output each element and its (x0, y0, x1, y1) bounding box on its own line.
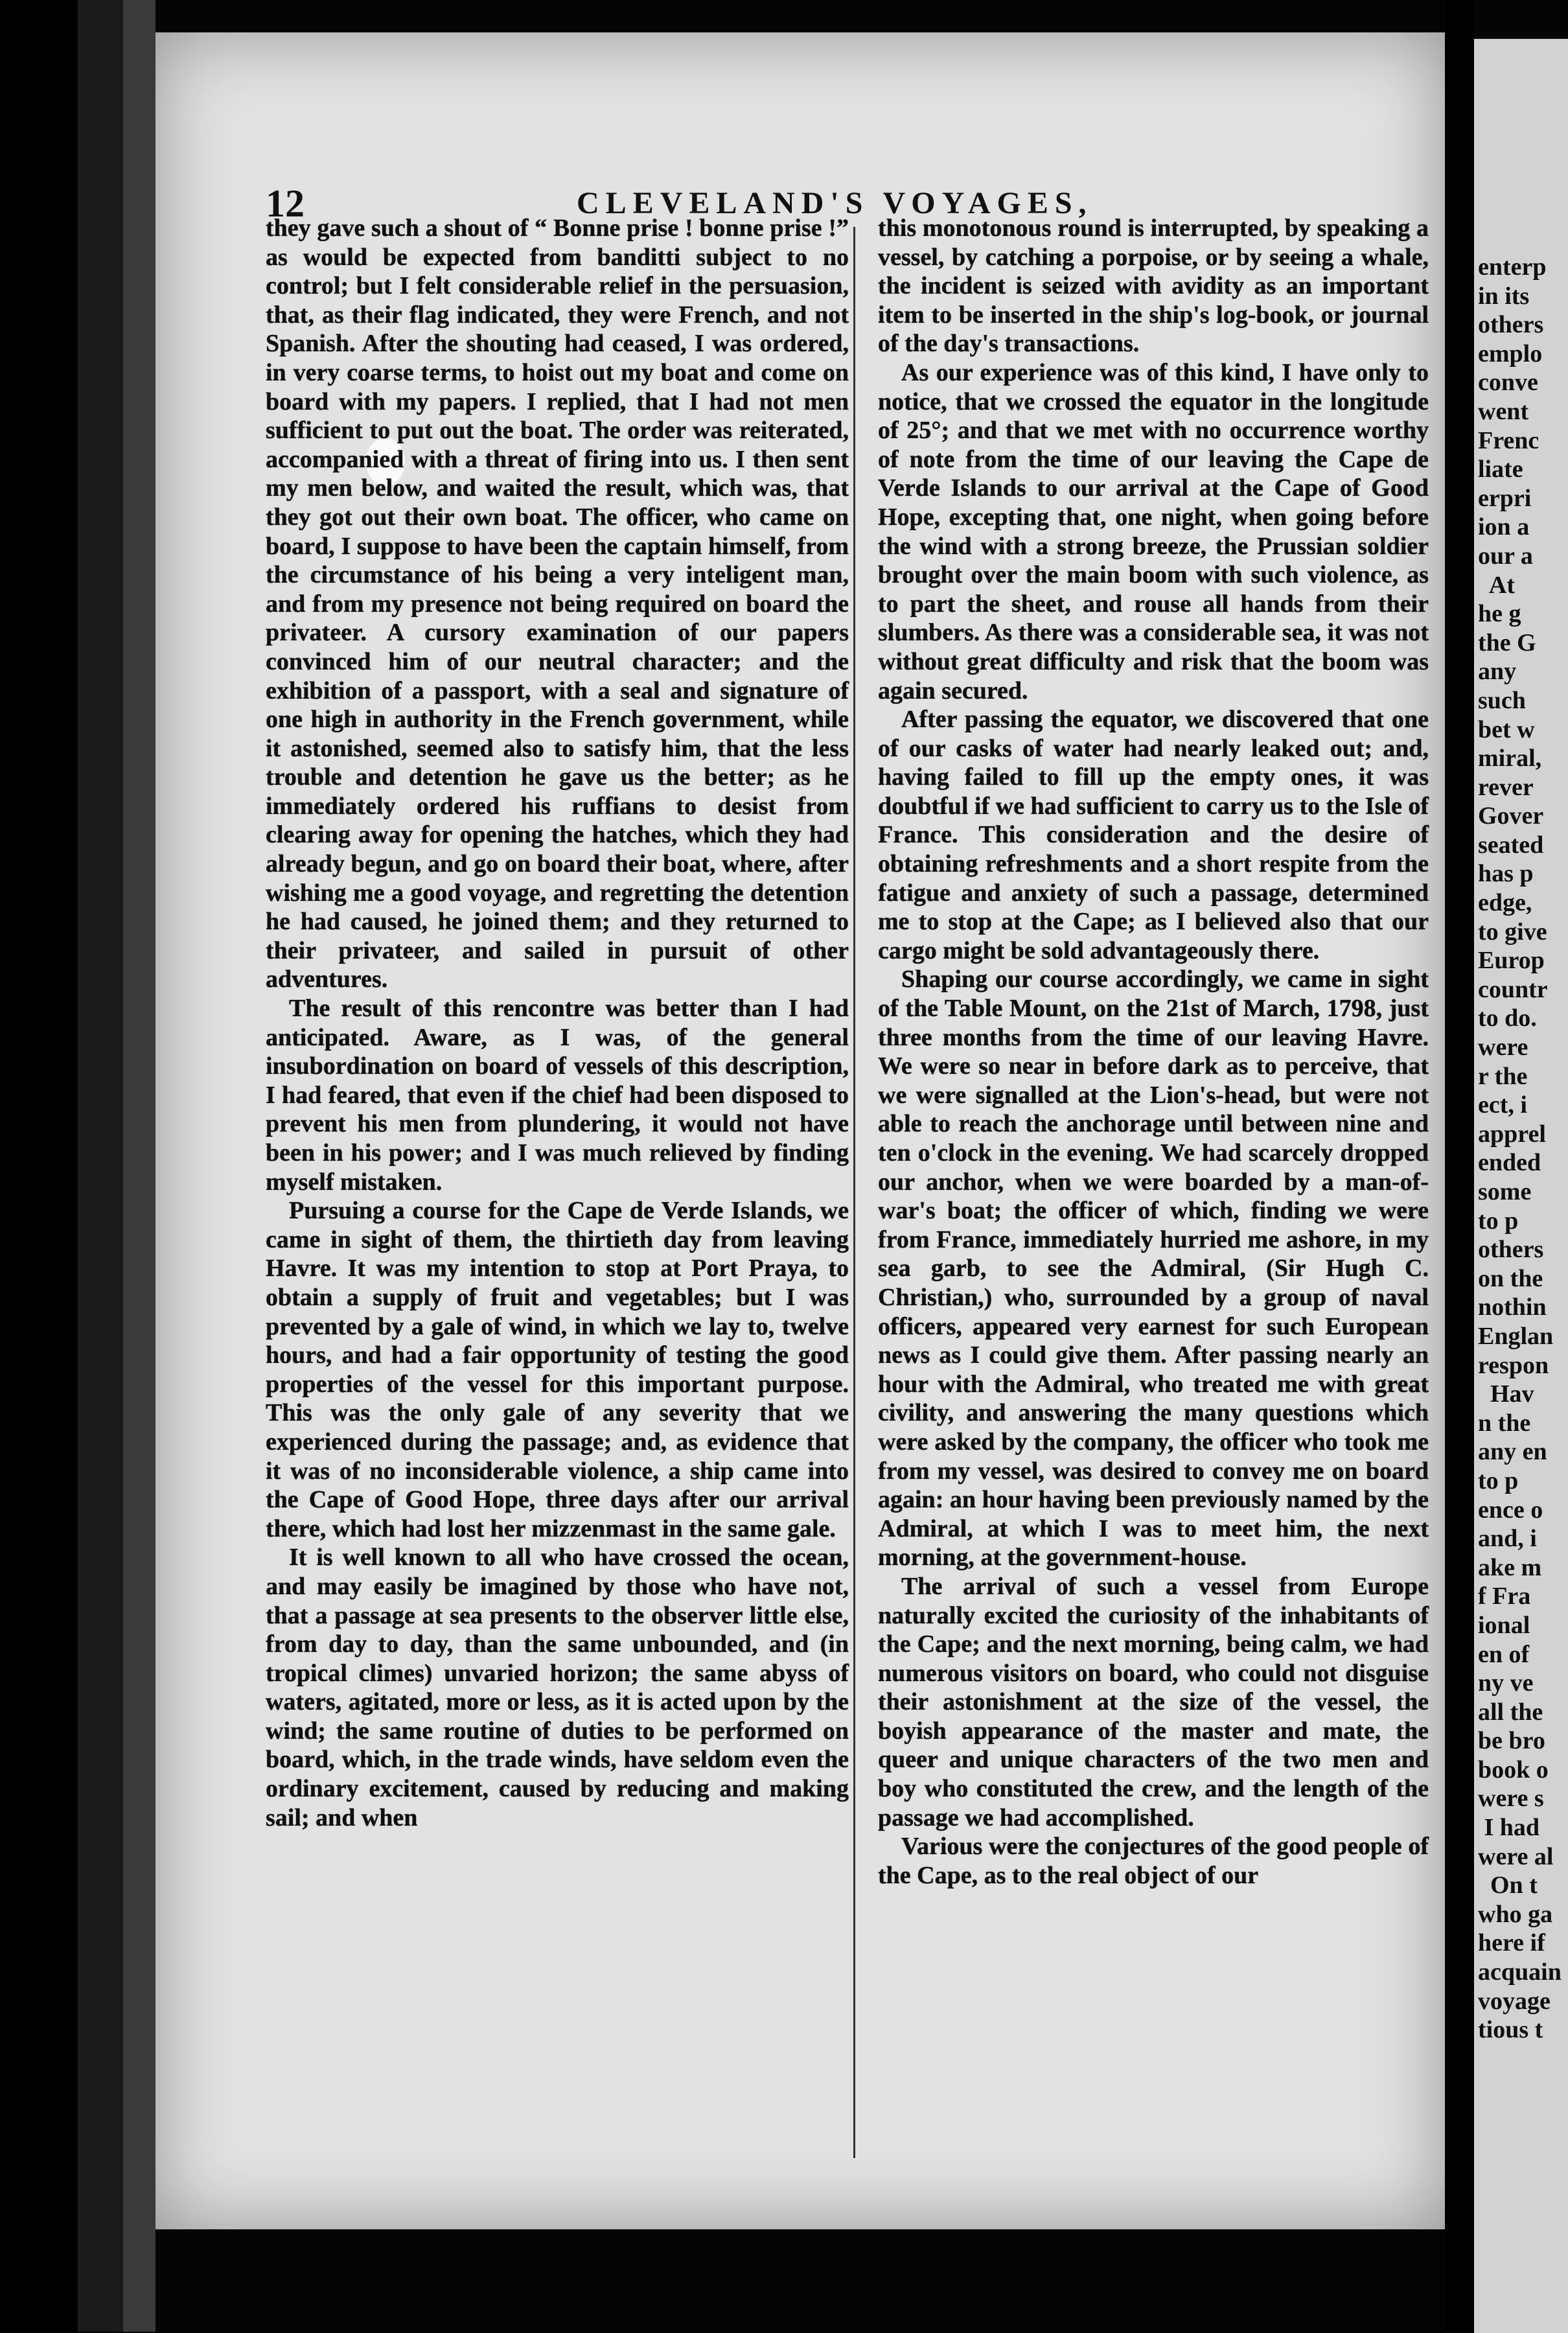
facing-page-edge (1474, 39, 1568, 2333)
paragraph: Shaping our course accordingly, we came in sight of the Table Mount, on the 21st of March, 1798, just three months from the time of our leaving Havre. We were so near in before dark as to perceive, that we were signalled at the Lion's-head, but were not able to reach the anchorage until between nine and ten o'clock in the evening. We had scarcely dropped our anchor, when we were boarded by a man-of-war's boat; the officer of which, finding we were from France, immediately hurried me ashore, in my sea garb, to see the Admiral, (Sir Hugh C. Christian,) who, surrounded by a group of naval officers, appeared very earnest for such European news as I could give them. After passing nearly an hour with the Admiral, who treated me with great civility, and answering the many questions which were asked by the company, the officer who took me from my vessel, was desired to convey me on board again: an hour having been previously named by the Admiral, at which I was to meet him, the next morning, at the government-house. (878, 966, 1429, 1572)
book-gutter (1445, 0, 1474, 2332)
paragraph: It is well known to all who have crossed the ocean, and may easily be imagined by those who have not, that a passage at sea presents to the observer little else, from day to day, than the same unbounded, and (in tropical climes) unvaried horizon; the same abyss of waters, agitated, more or less, as it is acted upon by the wind; the same routine of duties to be performed on board, which, in the trade winds, have seldom even the ordinary excitement, caused by reducing and making sail; and when (266, 1544, 849, 1831)
paragraph: The arrival of such a vessel from Europe naturally excited the curiosity of the inhabitants of the Cape; and the next morning, being calm, we had numerous visitors on board, who could not disguise their astonishment at the size of the vessel, the boyish appearance of the master and mate, the queer and unique characters of the two men and boy who constituted the crew, and the length of the passage we had accomplished. (878, 1572, 1429, 1831)
left-column (266, 214, 849, 1832)
paragraph: After passing the equator, we discovered that one of our casks of water had nearly leaked out; and, having failed to fill up the empty ones, it was doubtful if we had sufficient to carry us to the Isle of France. This consideration and the desire of obtaining refreshments and a short respite from the fatigue and anxiety of such a passage, determined me to stop at the Cape; as I believed also that our cargo might be sold advantageously there. (878, 706, 1429, 964)
paragraph: As our experience was of this kind, I have only to notice, that we crossed the equator in the longitude of 25°; and that we met with no occurrence worthy of note from the time of our leaving the Cape de Verde Islands to our arrival at the Cape of Good Hope, excepting that, one night, when going before the wind with a strong breeze, the Prussian soldier brought over the main boom with such violence, as to part the sheet, and rouse all hands from their slumbers. As there was a considerable sea, it was not without great difficulty and risk that the boom was again secured. (878, 358, 1429, 704)
paragraph: they gave such a shout of “ Bonne prise ! bonne prise !” as would be expected from banditti subject to no control; but I felt considerable relief in the persuasion, that, as their flag indicated, they were French, and not Spanish. After the shouting had ceased, I was ordered, in very coarse terms, to hoist out my boat and come on board with my papers. I replied, that I had not men sufficient to put out the boat. The order was reiterated, accompanied with a threat of firing into us. I then sent my men below, and waited the result, which was, that they got out their own boat. The officer, who came on board, I suppose to have been the captain himself, from the circumstance of his being a very inteligent man, and from my presence not being required on board the privateer. A cursory examination of our papers convinced him of our neutral character; and the exhibition of a passport, with a seal and signature of one high in authority in the French government, while it astonished, seemed also to satisfy him, that the less trouble and detention he gave us the better; as he immediately ordered his ruffians to desist from clearing away for opening the hatches, which they had already begun, and go on board their boat, where, after wishing me a good voyage, and regretting the detention he had caused, he joined them; and they returned to their privateer, and sailed in pursuit of other adventures. (266, 215, 849, 993)
scan-border (0, 0, 78, 2332)
scan-border (78, 0, 123, 2332)
page-number: 12 (266, 182, 305, 225)
page-header (266, 162, 1367, 225)
paragraph: The result of this rencontre was better than I had anticipated. Aware, as I was, of the general insubordination on board of vessels of this description, I had feared, that even if the chief had been disposed to prevent his men from plundering, it would not have been in his power; and I was much relieved by finding myself mistaken. (266, 995, 849, 1196)
book-page (156, 32, 1445, 2229)
paragraph: Pursuing a course for the Cape de Verde Islands, we came in sight of them, the thirtieth day from leaving Havre. It was my intention to stop at Port Praya, to obtain a supply of fruit and vegetables; but I was prevented by a gale of wind, in which we lay to, twelve hours, and had a fair opportunity of testing the good properties of the vessel for this important purpose. This was the only gale of any severity that we experienced during the passage; and, as evidence that it was of no inconsiderable violence, a ship came into the Cape of Good Hope, three days after our arrival there, which had lost her mizzenmast in the same gale. (266, 1197, 849, 1542)
column-rule (853, 227, 855, 2158)
paragraph: this monotonous round is interrupted, by speaking a vessel, by catching a porpoise, or by seeing a whale, the incident is seized with avidity as an important item to be inserted in the ship's log-book, or journal of the day's transactions. (878, 215, 1429, 358)
paragraph: Various were the conjectures of the good people of the Cape, as to the real object of our (878, 1833, 1429, 1889)
right-column (878, 214, 1429, 1890)
facing-page-text: enterp in its others emplo conve went Frenc liate erpri ion a our a At he g the G any such bet w miral, rever Gover seated has p edge, to give Europ countr to do. were r the ect, i apprel ended some to p others on the nothin Englan respon Hav n the any en to p ence o and, i ake m f Fra ional en of ny ve all the be bro book o were s I had were al On t who ga here if acquain voyage tious t (1478, 253, 1562, 2044)
running-head: CLEVELAND'S VOYAGES, (577, 186, 1093, 220)
scan-border (123, 0, 156, 2332)
